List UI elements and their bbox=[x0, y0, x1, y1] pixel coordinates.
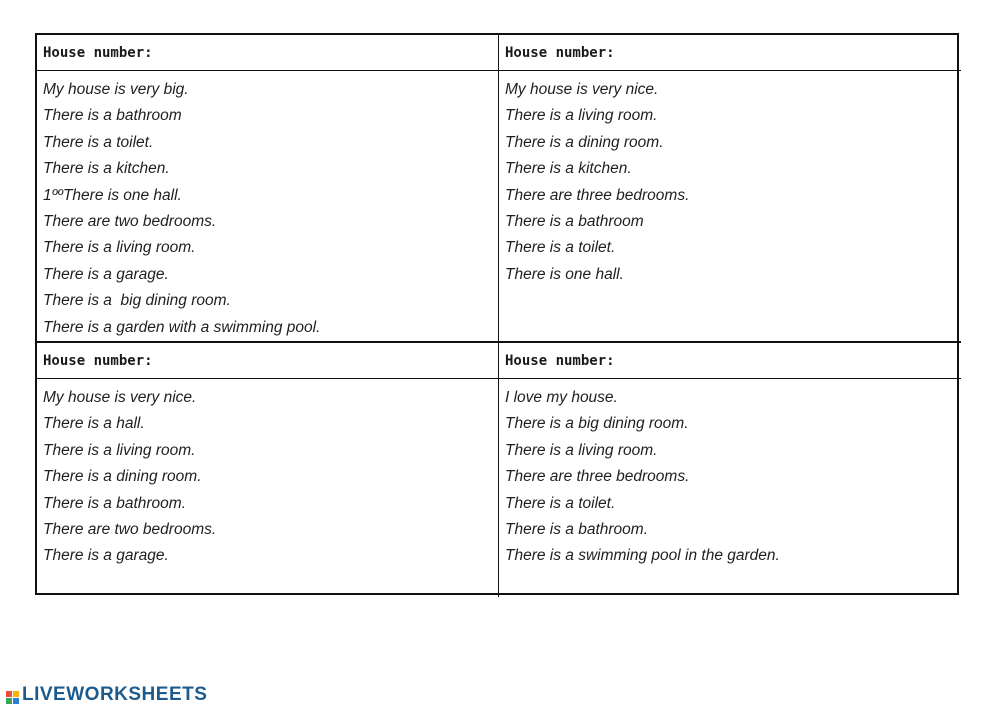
description-line: There is a toilet. bbox=[505, 494, 616, 512]
description-line: There is a hall. bbox=[43, 415, 145, 433]
description-line: My house is very nice. bbox=[43, 389, 197, 406]
house-number-label: House number: bbox=[499, 343, 961, 379]
description-line: There is a living room. bbox=[505, 441, 658, 459]
description-line: There is a garden with a swimming pool. bbox=[43, 318, 321, 336]
house-number-label: House number: bbox=[37, 35, 498, 71]
description-line: There is a garage. bbox=[43, 547, 169, 565]
description-lines bbox=[499, 379, 961, 570]
description-line: There is a bathroom. bbox=[505, 521, 649, 539]
description-lines bbox=[37, 71, 498, 341]
description-line: There is a toilet. bbox=[505, 239, 616, 257]
house-card-3 bbox=[37, 343, 499, 597]
description-line bbox=[43, 183, 498, 209]
house-card-1 bbox=[37, 35, 499, 343]
logo-text: LIVEWORKSHEETS bbox=[22, 684, 208, 705]
house-number-label: House number: bbox=[37, 343, 498, 379]
house-number-label: House number: bbox=[499, 35, 961, 71]
description-line: There are two bedrooms. bbox=[43, 521, 217, 539]
description-line: There are three bedrooms. bbox=[505, 468, 690, 486]
liveworksheets-logo[interactable] bbox=[6, 684, 207, 706]
description-lines bbox=[37, 379, 498, 570]
description-line: There is a kitchen. bbox=[43, 160, 170, 178]
description-line: There is one hall. bbox=[505, 265, 624, 283]
stray-marks: 1ºº bbox=[43, 186, 63, 204]
liveworksheets-logo-icon bbox=[6, 688, 20, 702]
description-line: There is a bathroom bbox=[43, 107, 182, 125]
description-line: There is a big dining room. bbox=[505, 415, 689, 433]
description-line: My house is very nice. bbox=[505, 81, 659, 98]
description-line: There are two bedrooms. bbox=[43, 213, 217, 231]
description-line: There is a bathroom. bbox=[43, 494, 187, 512]
description-line: There is a bathroom bbox=[505, 213, 644, 231]
description-line: There is a toilet. bbox=[43, 133, 154, 151]
description-line: I love my house. bbox=[505, 389, 618, 406]
description-line-text: There is one hall. bbox=[62, 186, 182, 204]
description-line: There is a dining room. bbox=[43, 468, 202, 486]
house-card-4 bbox=[499, 343, 961, 597]
description-line: There is a living room. bbox=[43, 441, 196, 459]
description-line: There is a swimming pool in the garden. bbox=[505, 547, 780, 565]
description-lines bbox=[499, 71, 961, 288]
description-line: There is a living room. bbox=[505, 107, 658, 125]
description-line: There is a big dining room. bbox=[43, 292, 231, 310]
description-line: There is a living room. bbox=[43, 239, 196, 257]
description-line: There is a dining room. bbox=[505, 133, 664, 151]
description-line: There is a kitchen. bbox=[505, 160, 632, 178]
description-line: There is a garage. bbox=[43, 265, 169, 283]
description-line: There are three bedrooms. bbox=[505, 186, 690, 204]
worksheet-table bbox=[35, 33, 959, 595]
description-line: My house is very big. bbox=[43, 81, 189, 98]
house-card-2 bbox=[499, 35, 961, 343]
